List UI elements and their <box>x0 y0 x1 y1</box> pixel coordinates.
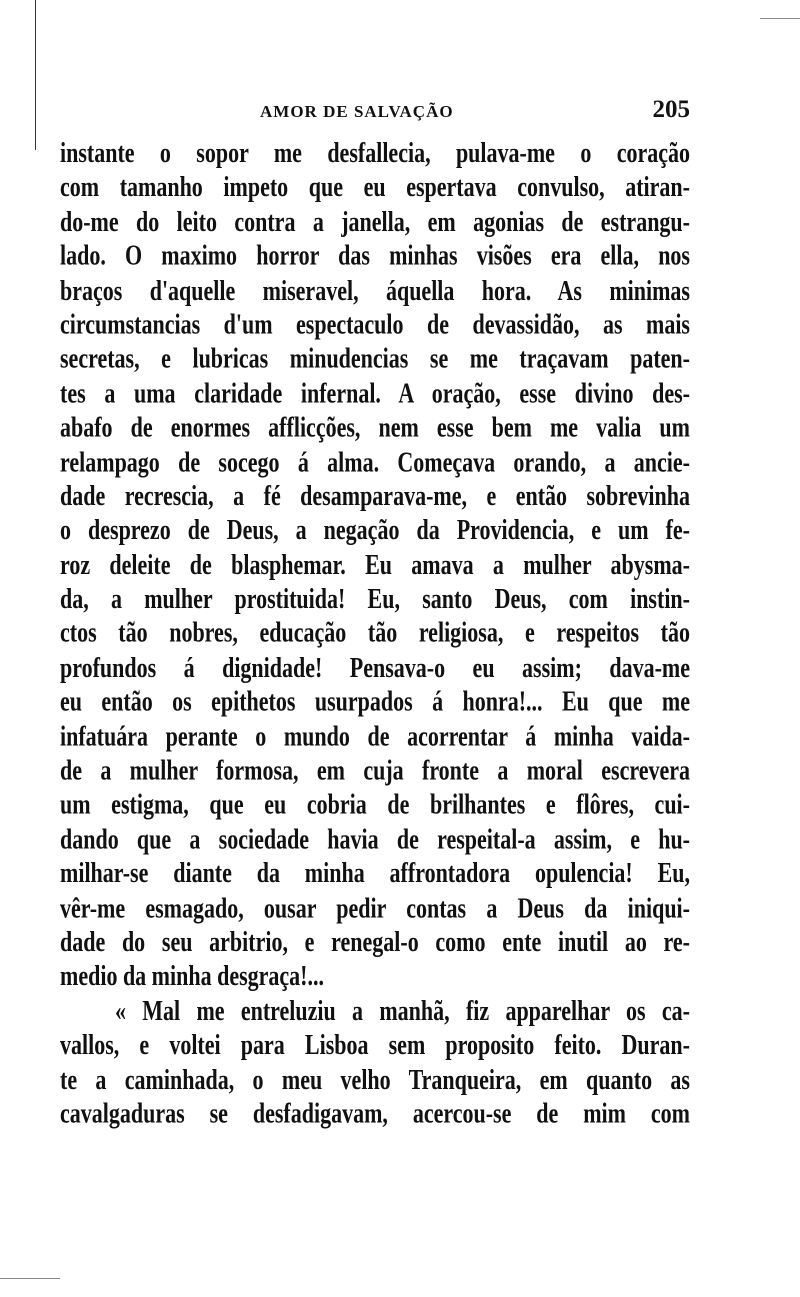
text-line: circumstancias d'um espectaculo de devassidão, as mais <box>60 307 690 341</box>
text-line: de a mulher formosa, em cuja fronte a moral escrevera <box>60 753 690 787</box>
text-line: do-me do leito contra a janella, em agonias de estrangu- <box>60 204 690 238</box>
text-line: vallos, e voltei para Lisboa sem proposito feito. Duran- <box>60 1028 690 1061</box>
text-line: te a caminhada, o meu velho Tranqueira, em quanto as <box>60 1062 690 1095</box>
text-line: cavalgaduras se desfadigavam, acercou-se de mim com <box>60 1096 690 1130</box>
text-line: eu então os epithetos usurpados á honra!... Eu que me <box>60 684 690 718</box>
text-line: dade do seu arbitrio, e renegal-o como ente inutil ao re- <box>60 925 690 958</box>
text-line: « Mal me entreluziu a manhã, fiz apparelhar os ca- <box>115 993 690 1027</box>
text-line: com tamanho impeto que eu espertava convulso, atiran- <box>60 170 690 203</box>
page-number: 205 <box>652 96 690 123</box>
running-title: AMOR DE SALVAÇÃO <box>260 102 454 121</box>
text-line: abafo de enormes afflicções, nem esse bem me valia um <box>60 410 690 443</box>
text-line: braços d'aquelle miseravel, áquella hora. As minimas <box>60 273 690 306</box>
text-line: dade recrescia, a fé desamparava-me, e então sobrevinha <box>60 479 690 512</box>
text-line: ctos tão nobres, educação tão religiosa, e respeitos tão <box>60 616 690 649</box>
text-line: secretas, e lubricas minudencias se me traçavam paten- <box>60 341 690 375</box>
text-line: tes a uma claridade infernal. A oração, esse divino des- <box>60 376 690 409</box>
text-line: o desprezo de Deus, a negação da Providencia, e um fe- <box>60 513 690 546</box>
page-header <box>60 96 690 126</box>
page-body-text <box>60 136 690 1131</box>
scan-edge-line <box>35 0 36 150</box>
text-line: dando que a sociedade havia de respeital-a assim, e hu- <box>60 822 690 855</box>
text-line: relampago de socego á alma. Começava orando, a ancie- <box>60 444 690 478</box>
text-line: instante o sopor me desfallecia, pulava-me o coração <box>60 136 690 169</box>
scan-edge-line <box>760 18 800 19</box>
text-line: um estigma, que eu cobria de brilhantes e flôres, cui- <box>60 787 690 821</box>
scan-edge-line <box>0 1278 60 1279</box>
text-line: profundos á dignidade! Pensava-o eu assim; dava-me <box>60 650 690 684</box>
text-line: da, a mulher prostituida! Eu, santo Deus, com instin- <box>60 582 690 615</box>
text-line: milhar-se diante da minha affrontadora opulencia! Eu, <box>60 856 690 889</box>
text-line: lado. O maximo horror das minhas visões era ella, nos <box>60 238 690 272</box>
text-line: vêr-me esmagado, ousar pedir contas a Deus da iniqui- <box>60 890 690 924</box>
text-line: medio da minha desgraça!... <box>60 959 324 992</box>
text-line: roz deleite de blasphemar. Eu amava a mulher abysma- <box>60 547 690 581</box>
text-line: infatuára perante o mundo de acorrentar á minha vaida- <box>60 719 690 752</box>
